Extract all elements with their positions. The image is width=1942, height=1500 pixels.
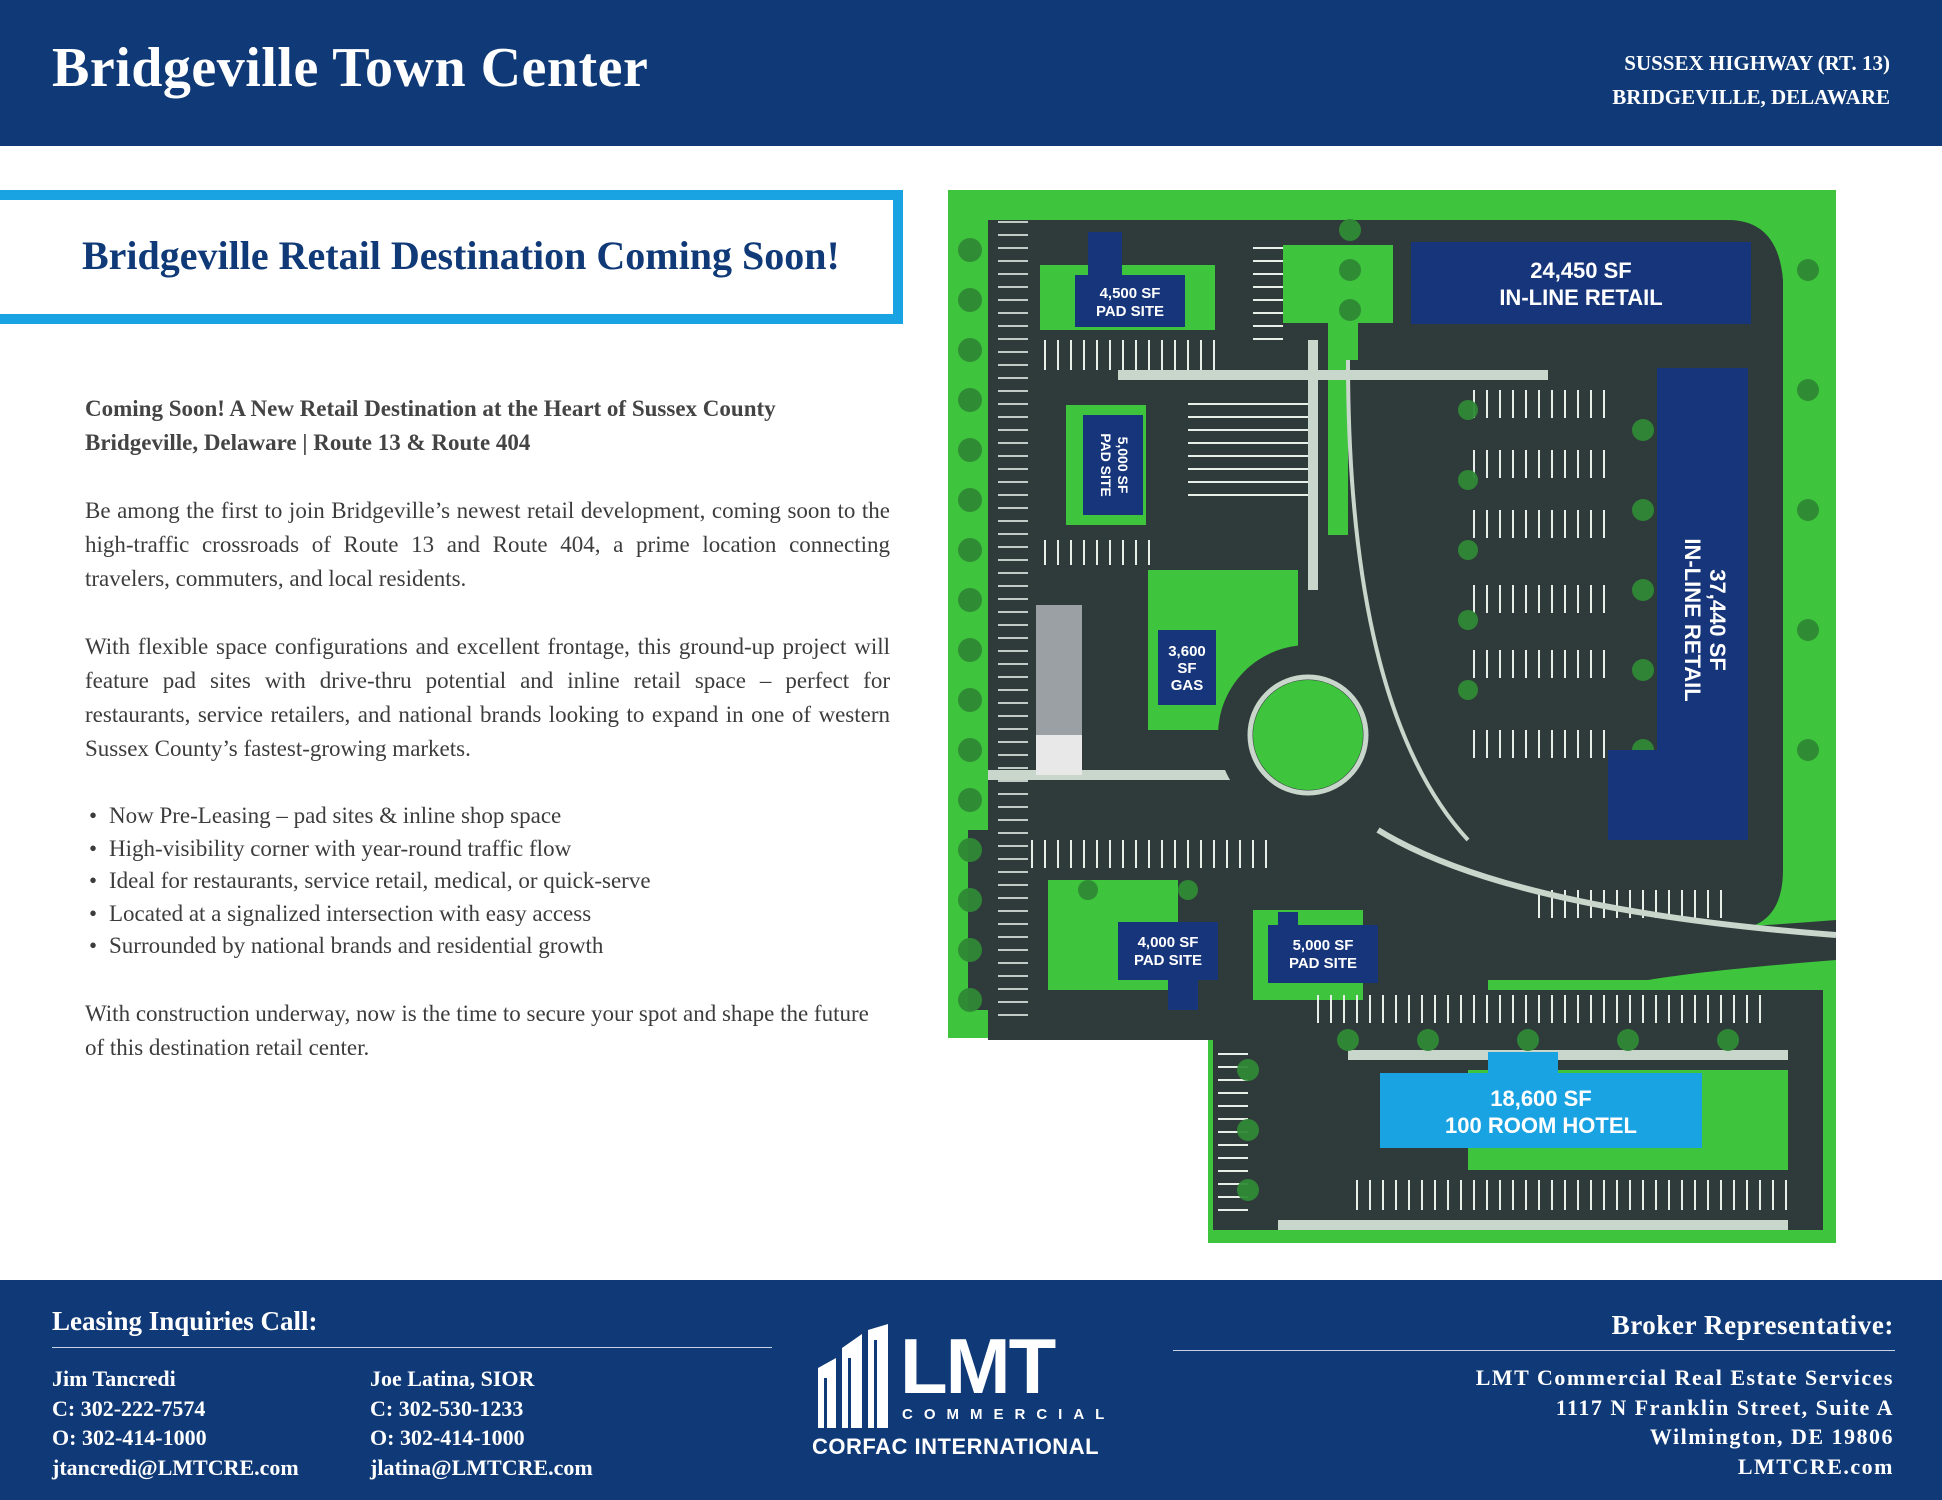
parking-row xyxy=(1188,455,1308,500)
contact-card xyxy=(370,1364,593,1482)
headline-text: Bridgeville Retail Destination Coming Soon! xyxy=(82,233,840,278)
list-item: • High-visibility corner with year-round traffic flow xyxy=(109,833,890,866)
description xyxy=(85,392,890,1099)
property-address xyxy=(1612,46,1890,114)
broker-company: LMT Commercial Real Estate Services xyxy=(1475,1365,1894,1390)
logo-subtitle: COMMERCIAL xyxy=(902,1406,1116,1423)
inline-24450-label: 24,450 SF xyxy=(1530,258,1632,283)
parking-row xyxy=(1028,840,1268,868)
page-header xyxy=(0,0,1942,146)
pad-site-5000 xyxy=(1268,925,1378,983)
svg-text:100 ROOM HOTEL: 100 ROOM HOTEL xyxy=(1445,1113,1637,1138)
contact-cell: C: 302-222-7574 xyxy=(52,1395,206,1421)
divider xyxy=(1173,1350,1895,1351)
paragraph-2: With flexible space configurations and excellent frontage, this ground-up project will feature pad sites with drive-thru potential and inline retail space – perfect for restaurants, service retailers, and national brands looking to expand in one of western Sussex County’s fastest-growing markets. xyxy=(85,634,890,761)
svg-text:GAS: GAS xyxy=(1170,677,1204,694)
parking-row xyxy=(1473,730,1613,758)
parking-row xyxy=(1348,1180,1788,1210)
logo-tagline: CORFAC INTERNATIONAL xyxy=(812,1434,1100,1459)
broker-heading: Broker Representative: xyxy=(1611,1310,1894,1340)
parking-row xyxy=(1473,390,1613,418)
address-line-1: SUSSEX HIGHWAY (RT. 13) xyxy=(1624,51,1890,75)
lead-line-1: Coming Soon! A New Retail Destination at the Heart of Sussex County xyxy=(85,396,776,421)
inline-retail-24450 xyxy=(1411,242,1751,324)
pad-site-4000 xyxy=(1118,922,1218,980)
contact-name: Jim Tancredi xyxy=(52,1366,176,1391)
parking-row xyxy=(1473,650,1613,678)
roundabout-island xyxy=(1253,680,1363,790)
contact-card xyxy=(52,1364,299,1482)
pad-5000-label: 5,000 SF xyxy=(1292,937,1354,954)
existing-building xyxy=(1036,735,1082,775)
svg-text:PAD SITE: PAD SITE xyxy=(1133,952,1203,969)
closing-paragraph: With construction underway, now is the time to secure your spot and shape the future of this destination retail center. xyxy=(85,1000,869,1060)
parking-row xyxy=(1188,400,1308,445)
paragraph-1: Be among the first to join Bridgeville’s newest retail development, coming soon to the high-traffic crossroads of Route 13 and Route 404, a prime location connecting travelers, commuters, and local residents. xyxy=(85,498,890,591)
contact-cell: C: 302-530-1233 xyxy=(370,1395,524,1421)
parking-row xyxy=(998,220,1028,1020)
walkway xyxy=(1348,1050,1788,1060)
parking-row xyxy=(1473,450,1613,478)
contact-office: O: 302-414-1000 xyxy=(370,1425,525,1450)
page-footer xyxy=(0,1280,1942,1500)
contact-email[interactable]: jlatina@LMTCRE.com xyxy=(370,1454,593,1480)
parking-row xyxy=(1473,510,1613,538)
svg-text:PAD SITE: PAD SITE xyxy=(1098,433,1114,497)
broker-website[interactable]: LMTCRE.com xyxy=(1737,1453,1894,1479)
pad-5000v-label: 5,000 SF xyxy=(1115,436,1131,494)
lmt-logo xyxy=(812,1324,1132,1474)
broker-city: Wilmington, DE 19806 xyxy=(1649,1424,1894,1449)
headline-banner xyxy=(0,190,903,324)
broker-details xyxy=(1476,1363,1894,1481)
hotel-label: 18,600 SF xyxy=(1490,1086,1592,1111)
site-plan xyxy=(948,190,1836,1243)
parking-row xyxy=(1308,995,1768,1023)
broker-street: 1117 N Franklin Street, Suite A xyxy=(1555,1394,1894,1420)
svg-text:PAD SITE: PAD SITE xyxy=(1288,955,1358,972)
list-item: • Surrounded by national brands and residential growth xyxy=(109,930,890,963)
divider xyxy=(52,1347,772,1348)
parking-row xyxy=(1043,340,1223,370)
pad-4000-label: 4,000 SF xyxy=(1137,934,1199,951)
building-icon xyxy=(814,1324,900,1428)
parking-row xyxy=(1253,240,1283,350)
contact-name: Joe Latina, SIOR xyxy=(370,1366,535,1391)
svg-text:PAD SITE: PAD SITE xyxy=(1095,303,1165,320)
walkway xyxy=(1278,1220,1788,1230)
svg-text:IN-LINE RETAIL: IN-LINE RETAIL xyxy=(1499,285,1663,310)
contact-email[interactable]: jtancredi@LMTCRE.com xyxy=(52,1454,299,1480)
address-line-2: BRIDGEVILLE, DELAWARE xyxy=(1612,85,1890,109)
lead-line-2: Bridgeville, Delaware | Route 13 & Route 404 xyxy=(85,430,531,455)
lead-block xyxy=(85,392,890,460)
svg-text:SF: SF xyxy=(1177,660,1197,677)
feature-list xyxy=(85,800,890,963)
list-item: • Ideal for restaurants, service retail, medical, or quick-serve xyxy=(109,865,890,898)
list-item: • Located at a signalized intersection with easy access xyxy=(109,898,890,931)
list-item: • Now Pre-Leasing – pad sites & inline shop space xyxy=(109,800,890,833)
page-title: Bridgeville Town Center xyxy=(52,37,649,99)
contact-office: O: 302-414-1000 xyxy=(52,1425,207,1450)
pad-4500-label: 4,500 SF xyxy=(1099,285,1161,302)
leasing-heading: Leasing Inquiries Call: xyxy=(52,1306,318,1336)
existing-building xyxy=(1036,605,1082,740)
parking-row xyxy=(1473,585,1613,613)
logo-wordmark: LMT xyxy=(900,1322,1055,1410)
parking-row xyxy=(1043,540,1153,565)
svg-text:IN-LINE RETAIL: IN-LINE RETAIL xyxy=(1680,538,1705,702)
inline-37440-label: 37,440 SF xyxy=(1705,569,1730,671)
gas-label: 3,600 xyxy=(1168,643,1206,660)
walkway xyxy=(1118,370,1548,380)
